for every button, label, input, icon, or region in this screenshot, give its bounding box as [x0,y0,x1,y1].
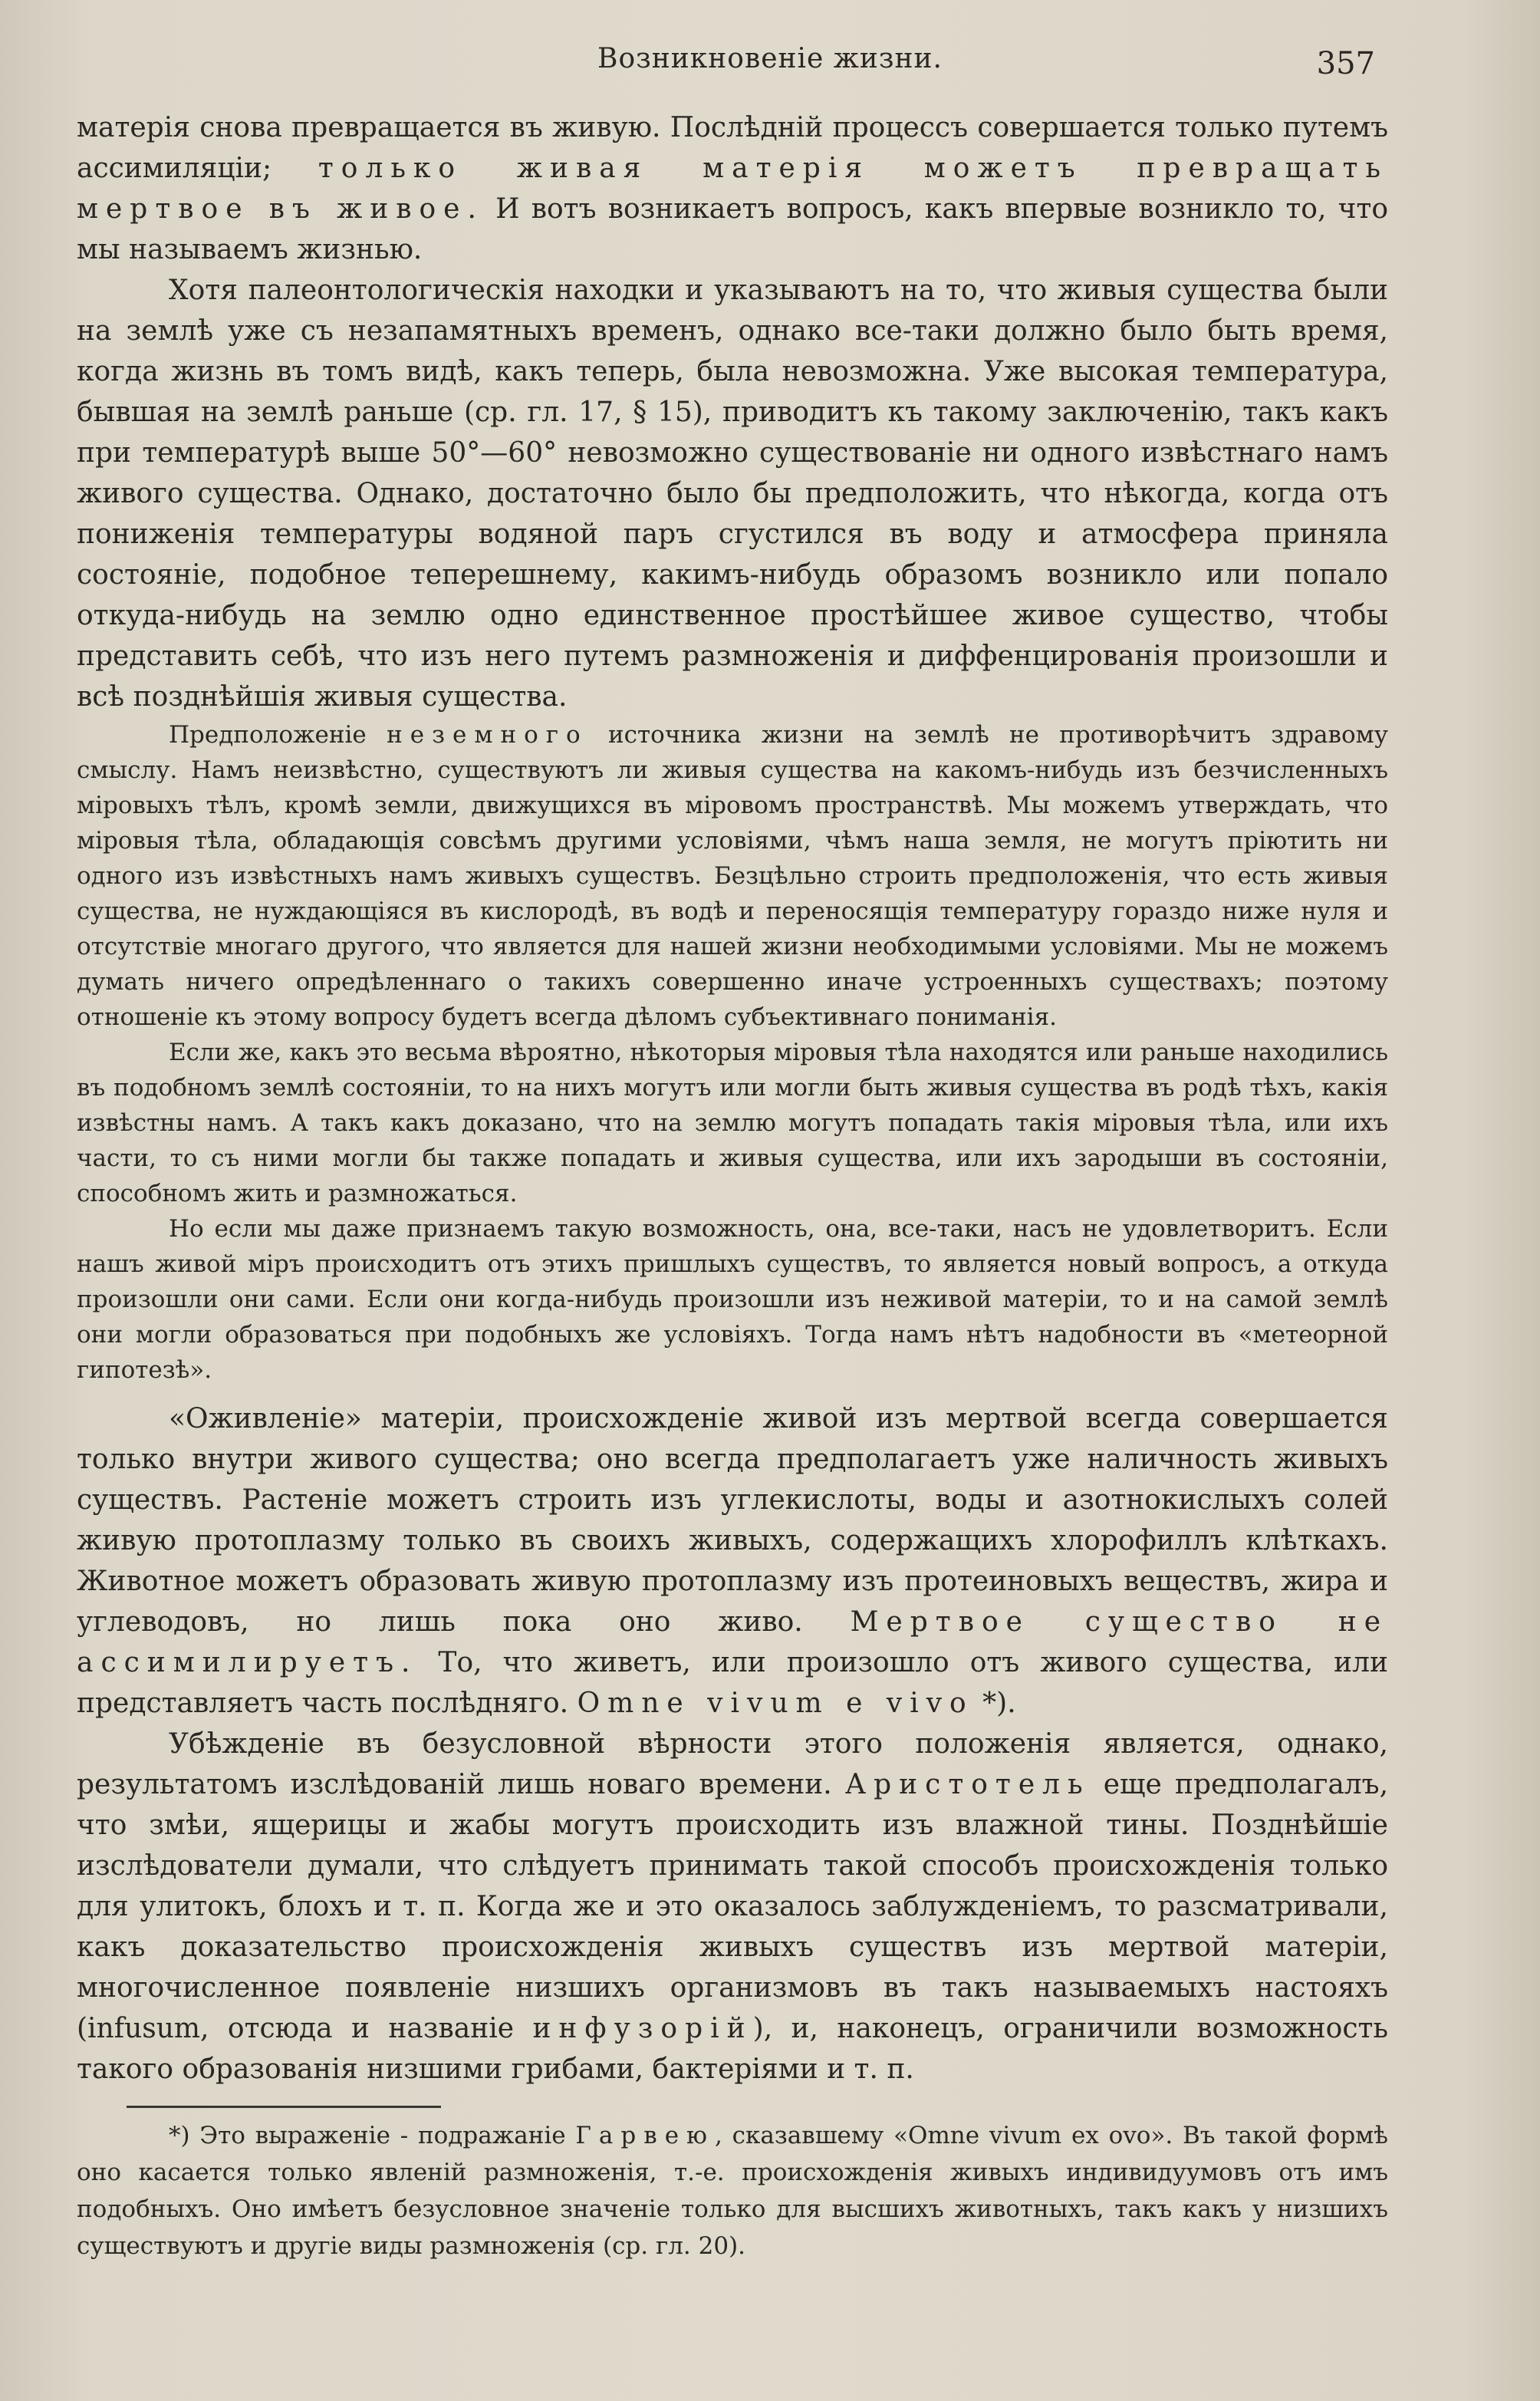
paragraph [77,1035,1388,1211]
page-header [0,43,1540,89]
text-run: источника жизни на землѣ не противорѣчитъ здравому смыслу. Намъ неизвѣстно, существуютъ ли живыя существа на какомъ-нибудь изъ безчисленныхъ мiровыхъ тѣлъ, кромѣ земли, движущихся въ мiровомъ пространствѣ. Мы можемъ утверждать, что мiровыя тѣла, обладающiя совсѣмъ другими условiями, чѣмъ наша земля, не могутъ прiютить ни одного изъ извѣстныхъ намъ живыхъ существъ. Безцѣльно строить предположенiя, что есть живыя существа, не нуждающiяся въ кислородѣ, въ водѣ и переносящiя температуру гораздо ниже нуля и отсутствiе многаго другого, что является для нашей жизни необходимыми условiями. Мы не можемъ думать ничего опредѣленнаго о такихъ совершенно иначе устроенныхъ существахъ; поэтому отношенiе къ этому вопросу будетъ всегда дѣломъ субъективнаго пониманiя. [77,721,1388,1031]
main-text [77,107,1388,2090]
text-run: «Оживленiе» матерiи, происхожденiе живой изъ мертвой всегда совершается только внутри живого существа; оно всегда предполагаетъ уже наличность живыхъ существъ. Растенiе можетъ строить изъ углекислоты, воды и азотнокислыхъ солей живую протоплазму только въ своихъ живыхъ, содержащихъ хлорофиллъ клѣткахъ. Животное можетъ образовать живую протоплазму изъ протеиновыхъ веществъ, жира и углеводовъ, но лишь пока оно живо. [77,1403,1388,1638]
text-run: Но если мы даже признаемъ такую возможность, она, все-таки, насъ не удовлетворитъ. Если нашъ живой мiръ происходитъ отъ этихъ пришлыхъ существъ, то является новый вопросъ, а откуда произошли они сами. Если они когда-нибудь произошли изъ неживой матерiи, то и на самой землѣ они могли образоваться при подобныхъ же условiяхъ. Тогда намъ нѣтъ надобности въ «метеорной гипотезѣ». [77,1215,1388,1384]
paragraph [77,717,1388,1035]
paragraph [77,1398,1388,1724]
footnote-separator [127,2106,441,2108]
text-run: матерiя снова превращается въ живую. Послѣднiй процессъ совершается только путемъ ассимиляцiи; [77,112,1388,184]
text-run: Хотя палеонтологическiя находки и указываютъ на то, что живыя существа были на землѣ уже съ незапамятныхъ временъ, однако все-таки должно было быть время, когда жизнь въ томъ видѣ, какъ теперь, была невозможна. Уже высокая температура, бывшая на землѣ раньше (ср. гл. 17, § 15), приводитъ къ такому заключенiю, такъ какъ при температурѣ выше 50°—60° невозможно существованiе ни одного извѣстнаго намъ живого существа. Однако, достаточно было бы предположить, что нѣкогда, когда отъ пониженiя температуры водяной паръ сгустился въ воду и атмосфера приняла состоянiе, подобное теперешнему, какимъ-нибудь образомъ возникло или попало откуда-нибудь на землю одно единственное простѣйшее живое существо, чтобы представить себѣ, что изъ него путемъ размноженiя и диффенцированiя произошли и всѣ позднѣйшiя живыя существа. [77,275,1388,713]
text-run: Если же, какъ это весьма вѣроятно, нѣкоторыя мiровыя тѣла находятся или раньше находились въ подобномъ землѣ состоянiи, то на нихъ могутъ или могли быть живыя существа въ родѣ тѣхъ, какiя извѣстны намъ. А такъ какъ доказано, что на землю могутъ попадать такiя мiровыя тѣла, или ихъ части, то съ ними могли бы также попадать и живыя существа, или ихъ зародыши въ состоянiи, способномъ жить и размножаться. [77,1039,1388,1207]
paragraph-gap [77,1388,1388,1398]
text-run: Убѣжденiе въ безусловной вѣрности этого положенiя является, однако, результатомъ изслѣдованiй лишь новаго времени. [77,1728,1388,1800]
text-run: И вотъ возникаетъ вопросъ, какъ впервые возникло то, что мы называемъ жизнью. [77,193,1388,265]
text-run: еще предполагалъ, что змѣи, ящерицы и жабы могутъ происходить изъ влажной тины. Позднѣйшiе изслѣдователи думали, что слѣдуетъ принимать такой способъ происхожденiя только для улитокъ, блохъ и т. п. Когда же и это оказалось заблужденiемъ, то разсматривали, какъ доказательство происхожденiя живыхъ существъ изъ мертвой матерiи, многочисленное появленiе низшихъ организмовъ въ такъ называемыхъ настояхъ (infusum, отсюда и названiе [77,1769,1389,2044]
footnote [77,2117,1388,2264]
spaced-emphasis: неземного [387,721,588,749]
spaced-emphasis: Гарвею [575,2122,716,2149]
text-run: , сказавшему «Omne vivum ex ovo». Въ такой формѣ оно касается только явленiй размноженiя, т.-е. происхожденiя живыхъ индивидуумовъ отъ имъ подобныхъ. Оно имѣетъ безусловное значенiе только для высшихъ животныхъ, такъ какъ у низшихъ существуютъ и другiе виды размноженiя (ср. гл. 20). [77,2122,1388,2260]
running-title: Возникновенiе жизни. [597,43,943,74]
text-run: *). [973,1688,1016,1719]
paragraph [77,1211,1388,1388]
paragraph [77,270,1388,717]
paragraph [77,1724,1388,2090]
text-run: *) Это выраженiе - подражанiе [169,2122,576,2149]
spaced-emphasis: Omne vivum e vivo [577,1688,974,1719]
spaced-emphasis: Аристотель [844,1769,1091,1800]
text-run: То, что живетъ, или произошло отъ живого существа, или представляетъ часть послѣдняго. [77,1647,1388,1719]
spaced-emphasis: только живая матерiя можетъ превращать мертвое въ живое. [77,153,1388,225]
text-run: Предположенiе [169,721,387,749]
spaced-emphasis: инфузорiй [532,2013,753,2044]
text-run: ), и, наконецъ, ограничили возможность такого образованiя низшими грибами, бактерiями и т. п. [77,2013,1388,2085]
spaced-emphasis: Мертвое существо не ассимилируетъ. [77,1606,1388,1678]
paragraph [77,107,1388,270]
footnote-text [77,2117,1388,2264]
page-number: 357 [1316,46,1375,81]
